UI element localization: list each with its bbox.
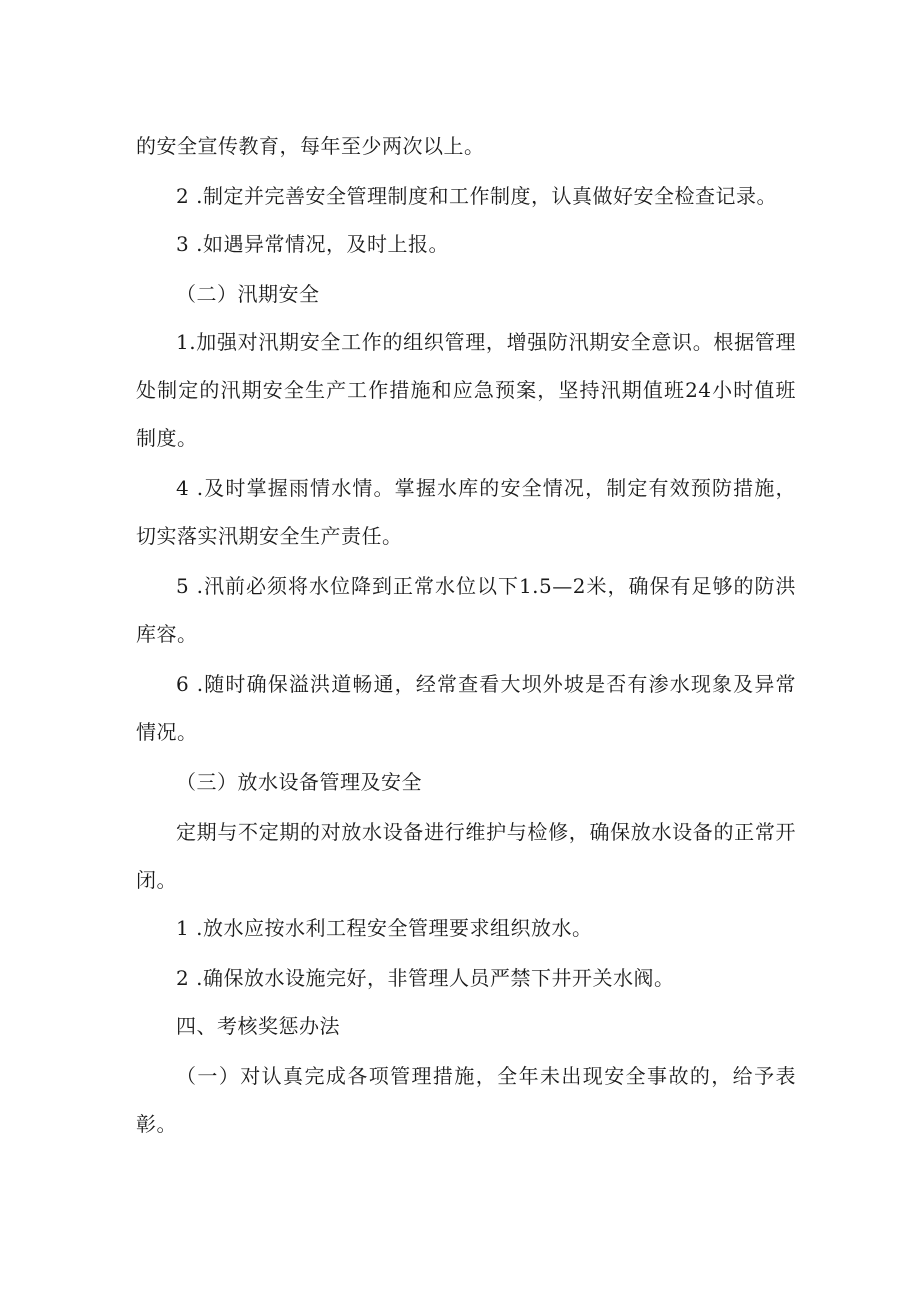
paragraph-water-level: 5 .汛前必须将水位降到正常水位以下1.5—2米，确保有足够的防洪库容。 <box>136 574 796 646</box>
paragraph-report-abnormal: 3 .如遇异常情况，及时上报。 <box>176 232 449 256</box>
paragraph-spillway: 6 .随时确保溢洪道畅通，经常查看大坝外坡是否有渗水现象及异常情况。 <box>136 672 796 744</box>
paragraph-facility-security: 2 .确保放水设施完好，非管理人员严禁下井开关水阀。 <box>176 966 675 990</box>
section-heading-assessment: 四、考核奖惩办法 <box>176 1014 340 1038</box>
paragraph-commendation: （一）对认真完成各项管理措施，全年未出现安全事故的，给予表彰。 <box>136 1064 796 1136</box>
section-heading-flood-safety: （二）汛期安全 <box>176 282 320 306</box>
paragraph-management-system: 2 .制定并完善安全管理制度和工作制度，认真做好安全检查记录。 <box>176 184 777 208</box>
paragraph-rain-water-conditions: 4 .及时掌握雨情水情。掌握水库的安全情况，制定有效预防措施，切实落实汛期安全生产责任。 <box>136 476 796 548</box>
paragraph-flood-organization: 1.加强对汛期安全工作的组织管理，增强防汛期安全意识。根据管理处制定的汛期安全生产工作措施和应急预案，坚持汛期值班24小时值班制度。 <box>136 330 796 450</box>
section-heading-discharge-equipment: （三）放水设备管理及安全 <box>176 770 422 794</box>
paragraph-discharge-rules: 1 .放水应按水利工程安全管理要求组织放水。 <box>176 916 593 940</box>
paragraph-equipment-maintenance: 定期与不定期的对放水设备进行维护与检修，确保放水设备的正常开闭。 <box>136 820 796 892</box>
paragraph-safety-education: 的安全宣传教育，每年至少两次以上。 <box>136 134 485 158</box>
